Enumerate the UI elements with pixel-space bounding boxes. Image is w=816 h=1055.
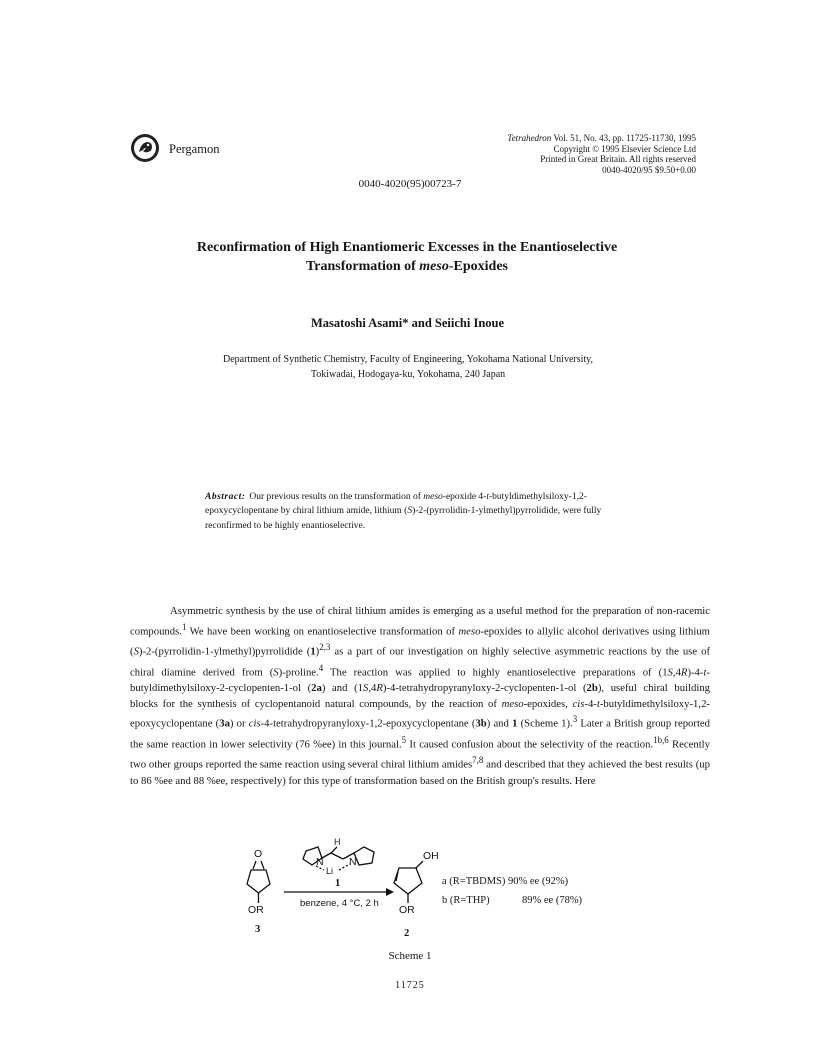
hydrogen-label: H [334, 837, 341, 847]
abstract-label: Abstract: [205, 492, 246, 502]
reaction-conditions: benzene, 4 °C, 2 h [300, 898, 379, 909]
printed-note: Printed in Great Britain. All rights reserved [540, 154, 696, 165]
nitrogen-left-label: N [316, 856, 324, 868]
compound-2-label: 2 [404, 928, 410, 939]
title-line-2: Transformation of meso-Epoxides [306, 259, 508, 274]
journal-name: Tetrahedron [507, 133, 552, 143]
pyrrolidine-right [354, 847, 374, 865]
hydroxyl-label: OH [423, 850, 439, 862]
or-right-label: OR [399, 904, 415, 916]
title-line-1: Reconfirmation of High Enantiomeric Excesses in the Enantioselective [196, 240, 618, 255]
body-paragraph: Asymmetric synthesis by the use of chiral lithium amides is emerging as a useful method for the preparation of non-racemic compounds.$^1$ We have been working on enantioselective transformation of meso-epoxides to allylic alcohol derivatives using lithium (S)-2-(pyrrolidin-1-ylmethyl)pyrrolidide $(1)^{2,3}$ as a part of our investigation on highly selective asymmetric reactions by the use of chiral diamine derived from (S)-proline.$^4$ The reaction was applied to highly enantioselective preparations of (1S,4R)-4-t-butyldimethylsiloxy-2-cyclopenten-1-ol (2a) and (1S,4R)-4-tetrahydropyranyloxy-2-cyclopenten-1-ol (2b), useful chiral building blocks for the synthesis of cyclopentanoid natural compounds, by the reaction of meso-epoxides, cis-4-t-butyldimethylsiloxy-1,2-epoxycyclopentane (3a) or cis-4-tetrahydropyranyloxy-1,2-epoxycyclopentane (3b) and 1 (Scheme 1).$^3$ Later a British group reported the same reaction in lower selectivity (76 %ee) in this journal.$^5$ It caused confusion about the selectivity of the reaction.$^{1b,6}$ Recently two other groups reported the same reaction using several chiral lithium amides$^{7,8}$ and described that they achieved the best results (up to 86 %ee and 88 %ee, respectively) for this type of transformation based on the British group's results. Here [130, 605, 711, 787]
journal-info [470, 133, 696, 175]
epoxide-ring [247, 870, 270, 893]
affiliation-line-1: Department of Synthetic Chemistry, Faculty of Engineering, Yokohama National University, [222, 354, 594, 365]
affiliation [170, 352, 646, 382]
or-left-label: OR [248, 904, 264, 916]
copyright: Copyright © 1995 Elsevier Science Ltd [553, 143, 696, 154]
epoxide-oxygen-label: O [254, 848, 263, 860]
body-text [130, 604, 710, 789]
volume-info: Vol. 51, No. 43, pp. 11725-11730, 1995 [553, 133, 696, 143]
affiliation-line-2: Tokiwadai, Hodogaya-ku, Yokohama, 240 Japan [310, 369, 506, 380]
doi-code: 0040-4020(95)00723-7 [358, 178, 462, 190]
publisher-name: Pergamon [169, 142, 220, 156]
result-b-label: b (R=THP) [442, 895, 490, 906]
scheme-caption: Scheme 1 [388, 950, 432, 962]
abstract: Abstract: Our previous results on the transformation of meso-epoxide 4-t-butyldimethylsiloxy-1,2-epoxycyclopentane by chiral lithium amide, lithium (S)-2-(pyrrolidin-1-ylmethyl)pyrrolidide, were fully reconfirmed to be highly enantioselective. [205, 492, 602, 531]
compound-3-label: 3 [255, 924, 261, 935]
nitrogen-right-label: N [349, 856, 357, 868]
pergamon-logo [130, 133, 160, 163]
result-a: a (R=TBDMS) 90% ee (92%) [442, 876, 569, 887]
paper-title [120, 238, 694, 276]
price-code: 0040-4020/95 $9.50+0.00 [602, 164, 696, 175]
authors: Masatoshi Asami* and Seiichi Inoue [310, 316, 505, 330]
lithium-label: Li [326, 866, 334, 876]
scheme-1 [236, 838, 606, 953]
reagent-number: 1 [335, 878, 341, 889]
cyclopentenol-ring [394, 868, 422, 894]
page-number: 11725 [395, 980, 425, 991]
result-b-value: 89% ee (78%) [522, 895, 583, 906]
